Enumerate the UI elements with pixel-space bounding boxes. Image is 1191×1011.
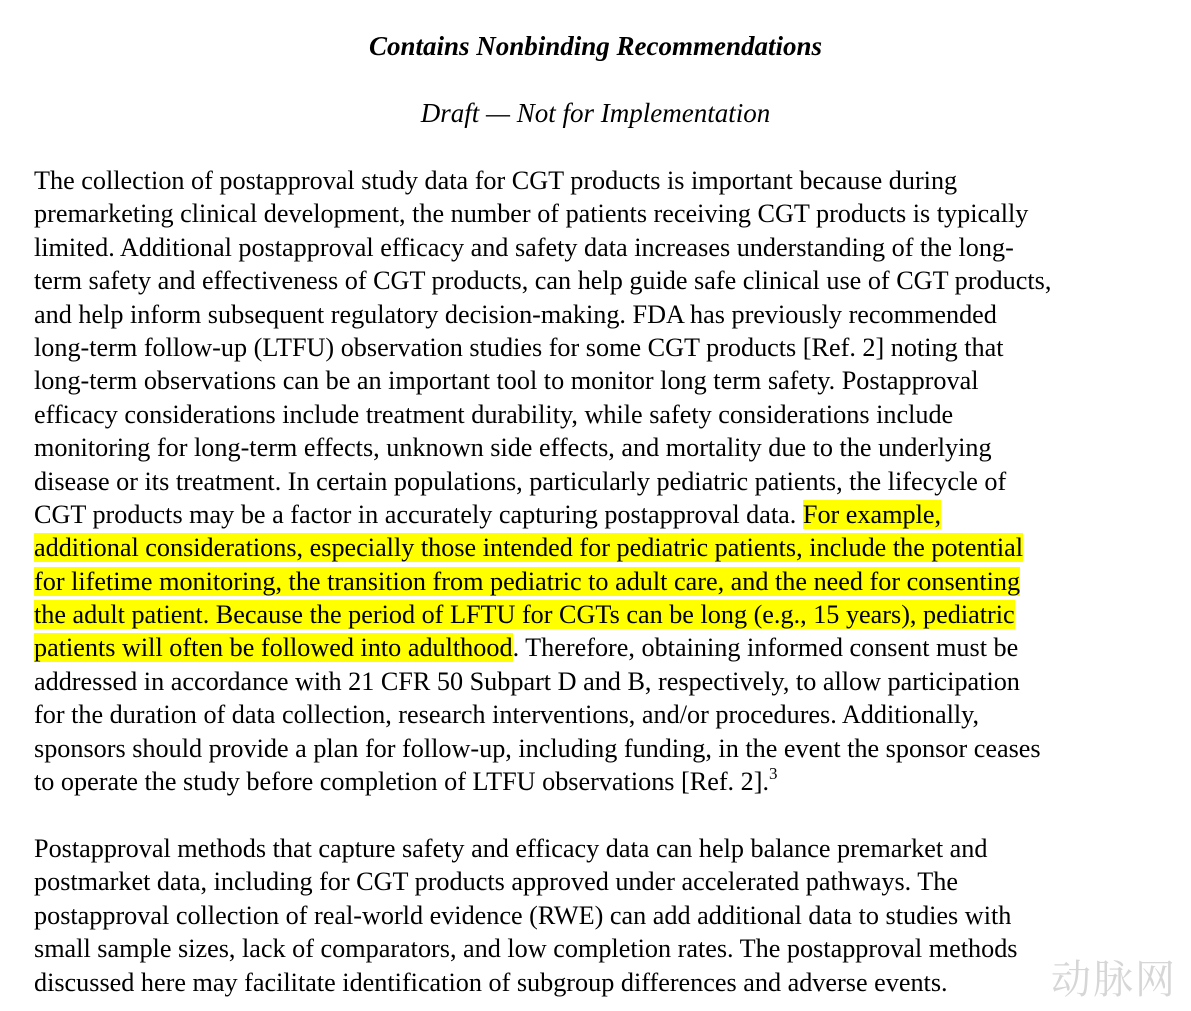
highlighted-text: the adult patient. Because the period of LFTU for CGTs can be long (e.g., 15 years), pediatric <box>34 600 1015 630</box>
text-segment: addressed in accordance with 21 CFR 50 Subpart D and B, respectively, to allow participation <box>34 666 1020 696</box>
footnote-reference[interactable]: 3 <box>769 764 778 784</box>
text-line <box>34 331 1184 364</box>
text-line <box>34 197 1184 230</box>
text-line <box>34 431 1184 464</box>
body-paragraph-2 <box>34 832 1184 999</box>
text-segment: long-term follow-up (LTFU) observation studies for some CGT products [Ref. 2] noting that <box>34 332 1004 362</box>
text-segment: disease or its treatment. In certain populations, particularly pediatric patients, the lifecycle of <box>34 466 1007 496</box>
text-segment: limited. Additional postapproval efficacy and safety data increases understanding of the long- <box>34 232 1014 262</box>
text-segment: postmarket data, including for CGT products approved under accelerated pathways. The <box>34 867 959 897</box>
document-header-subtitle: Draft — Not for Implementation <box>420 98 771 128</box>
text-line <box>34 398 1184 431</box>
text-segment: efficacy considerations include treatment durability, while safety considerations include <box>34 399 954 429</box>
text-segment: monitoring for long-term effects, unknown side effects, and mortality due to the underlying <box>34 433 992 463</box>
text-segment: postapproval collection of real-world evidence (RWE) can add additional data to studies with <box>34 900 1012 930</box>
text-line <box>34 164 1184 197</box>
text-line <box>34 665 1184 698</box>
text-line <box>34 531 1184 564</box>
text-line <box>34 264 1184 297</box>
text-line <box>34 631 1184 664</box>
text-segment: to operate the study before completion of LTFU observations [Ref. 2]. <box>34 767 770 797</box>
text-line <box>34 598 1184 631</box>
text-segment: The collection of postapproval study data for CGT products is important because during <box>34 166 958 195</box>
text-line <box>34 832 1184 865</box>
text-line <box>34 732 1184 765</box>
text-line <box>34 765 1184 798</box>
text-segment: . Therefore, obtaining informed consent must be <box>512 633 1019 663</box>
body-paragraph-1 <box>34 164 1184 798</box>
text-segment: small sample sizes, lack of comparators, and low completion rates. The postapproval methods <box>34 934 1018 964</box>
watermark-logo: 动脉网 <box>1051 957 1177 1003</box>
text-segment: discussed here may facilitate identification of subgroup differences and adverse events. <box>34 967 948 997</box>
text-line <box>34 865 1184 898</box>
text-line <box>34 899 1184 932</box>
text-line <box>34 698 1184 731</box>
text-segment: Postapproval methods that capture safety and efficacy data can help balance premarket and <box>34 834 988 863</box>
highlighted-text: patients will often be followed into adulthood <box>34 633 513 663</box>
text-segment: for the duration of data collection, research interventions, and/or procedures. Additionally, <box>34 700 980 730</box>
text-line <box>34 465 1184 498</box>
highlighted-text: For example, <box>802 499 942 529</box>
highlighted-text: additional considerations, especially those intended for pediatric patients, include the potential <box>34 533 1024 563</box>
text-segment: sponsors should provide a plan for follow-up, including funding, in the event the sponsor ceases <box>34 733 1041 763</box>
text-segment: and help inform subsequent regulatory decision-making. FDA has previously recommended <box>34 299 997 329</box>
text-segment: CGT products may be a factor in accurately capturing postapproval data. <box>34 499 803 529</box>
text-segment: long-term observations can be an important tool to monitor long term safety. Postapproval <box>34 366 979 396</box>
text-segment: term safety and effectiveness of CGT products, can help guide safe clinical use of CGT products, <box>34 266 1052 296</box>
text-segment: premarketing clinical development, the number of patients receiving CGT products is typically <box>34 199 1029 229</box>
text-line <box>34 364 1184 397</box>
text-line <box>34 565 1184 598</box>
text-line <box>34 966 1184 999</box>
text-line <box>34 498 1184 531</box>
text-line <box>34 231 1184 264</box>
document-header-title: Contains Nonbinding Recommendations <box>368 31 823 61</box>
text-line <box>34 932 1184 965</box>
highlighted-text: for lifetime monitoring, the transition from pediatric to adult care, and the need for consenting <box>34 566 1021 596</box>
text-line <box>34 298 1184 331</box>
